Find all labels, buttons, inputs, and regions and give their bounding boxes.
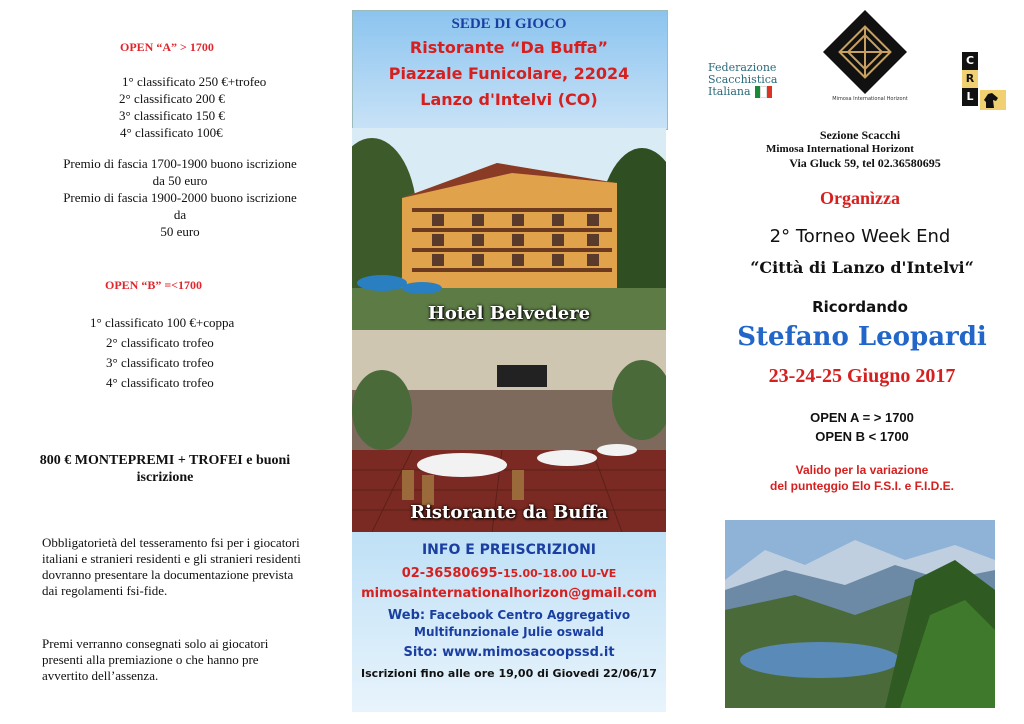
open-b-prize-3: 3° classificato trofeo — [106, 355, 214, 370]
open-a-prize-2: 2° classificato 200 € — [119, 91, 225, 106]
tournament-title: 2° Torneo Week End — [769, 226, 951, 247]
crl-letter-r: R — [962, 70, 978, 88]
fascia-prize-1: Premio di fascia 1700-1900 buono iscrizione da 50 euro — [63, 156, 297, 188]
hotel-image — [352, 128, 666, 330]
ricordando-label: Ricordando — [812, 298, 908, 316]
hotel-caption: Hotel Belvedere — [427, 303, 591, 324]
fsi-line-2: Scacchistica — [708, 73, 778, 86]
open-b-title: OPEN “B” =<1700 — [105, 278, 203, 292]
info-title: INFO E PREISCRIZIONI — [421, 542, 597, 558]
open-b-prize-2: 2° classificato trofeo — [106, 335, 214, 350]
sezione-label: Sezione Scacchi — [819, 128, 901, 142]
valido-line-1: Valido per la variazione — [795, 463, 929, 477]
lake-photo — [725, 520, 995, 708]
mimosa-name: Mimosa International Horizont — [766, 143, 914, 155]
web-text[interactable]: Facebook Centro Aggregativo — [429, 608, 631, 622]
tournament-dates: 23-24-25 Giugno 2017 — [768, 365, 956, 387]
knight-icon — [980, 90, 1006, 110]
italian-flag-icon — [755, 86, 772, 98]
web-text-2: Multifunzionale Julie oswald — [414, 625, 604, 639]
open-a-title: OPEN “A” > 1700 — [120, 40, 214, 54]
venue-city: Lanzo d'Intelvi (CO) — [420, 90, 598, 109]
premi-text: Premi verranno consegnati solo ai giocatori presenti alla premiazione o che hanno pre avvertito dell’assenza. — [42, 636, 269, 683]
phone-number: 02-36580695- — [401, 566, 503, 581]
fascia-prize-2b: 50 euro — [160, 224, 200, 239]
fsi-line-3: Italiana — [708, 85, 751, 98]
sede-heading: SEDE DI GIOCO — [451, 16, 567, 32]
open-categories — [712, 408, 1012, 446]
mih-logo-text: Mimosa International Horizont — [832, 96, 908, 102]
lake-landscape-image — [725, 520, 995, 708]
sezione-block — [730, 128, 990, 170]
venue-address: Piazzale Funicolare, 22024 — [388, 64, 630, 83]
open-b-prize-1: 1° classificato 100 €+coppa — [90, 315, 235, 330]
fsi-logo — [708, 62, 790, 114]
info-iscrizioni: Iscrizioni fino alle ore 19,00 di Giovedi 22/06/17 — [361, 667, 657, 680]
open-a-prize-list — [92, 73, 312, 141]
open-a-category: OPEN A = > 1700 — [810, 410, 914, 425]
fascia-prize-2: Premio di fascia 1900-2000 buono iscrizione da — [63, 190, 297, 222]
open-b-category: OPEN B < 1700 — [815, 429, 909, 444]
web-label: Web: — [387, 608, 426, 623]
restaurant-photo — [352, 330, 666, 532]
contact-address: Via Gluck 59, tel 02.36580695 — [789, 156, 941, 170]
info-sito[interactable]: Sito: www.mimosacoopssd.it — [403, 645, 615, 660]
montepremi-heading: 800 € MONTEPREMI + TROFEI e buoni iscrizione — [39, 453, 291, 485]
crl-letter-c: C — [962, 52, 978, 70]
restaurant-caption: Ristorante da Buffa — [410, 502, 608, 523]
obbligatorieta-text: Obbligatorietà del tesseramento fsi per i giocatori italiani e stranieri residenti e gli stranieri residenti dovranno presentare la documentazione prevista dai regolamenti fsi-fide. — [42, 535, 301, 598]
fascia-prizes — [60, 155, 300, 240]
mimosa-horizont-logo — [815, 8, 925, 106]
info-email[interactable]: mimosainternationalhorizon@gmail.com — [361, 586, 657, 601]
organizza-heading: Organìzza — [820, 188, 900, 208]
open-a-prize-1: 1° classificato 250 €+trofeo — [122, 74, 267, 89]
crl-letter-l: L — [962, 88, 978, 106]
venue-name: Ristorante “Da Buffa” — [409, 38, 609, 57]
hotel-photo — [352, 128, 666, 330]
phone-hours: 15.00-18.00 LU-VE — [502, 567, 617, 580]
info-phone — [352, 566, 666, 581]
valido-line-2: del punteggio Elo F.S.I. e F.I.D.E. — [769, 479, 954, 493]
open-b-prize-4: 4° classificato trofeo — [106, 375, 214, 390]
open-a-prize-4: 4° classificato 100€ — [120, 125, 223, 140]
fsi-line-1: Federazione — [708, 61, 777, 74]
open-b-prize-list — [90, 313, 234, 393]
knot-logo-icon — [815, 8, 925, 106]
elo-validity — [712, 462, 1012, 494]
tournament-city: “Città di Lanzo d'Intelvi“ — [750, 258, 974, 277]
open-a-prize-3: 3° classificato 150 € — [119, 108, 225, 123]
crl-logo — [962, 52, 1012, 114]
memorial-name: Stefano Leopardi — [737, 322, 987, 352]
info-web — [352, 607, 666, 641]
